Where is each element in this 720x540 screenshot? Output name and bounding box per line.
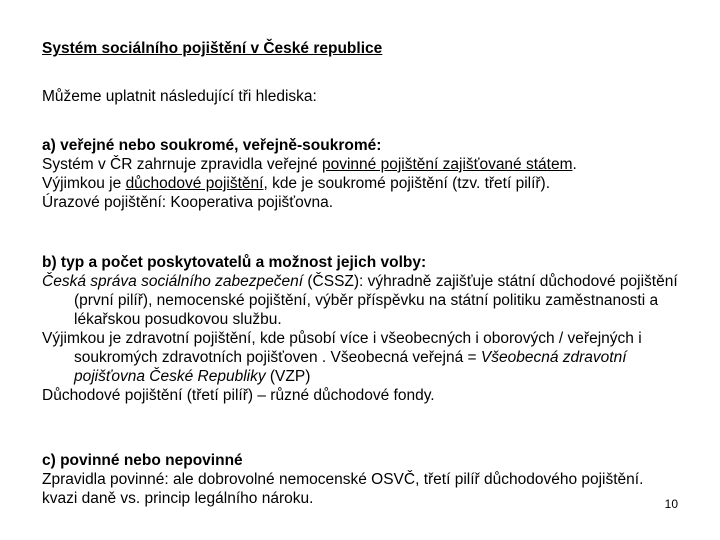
statutory-insurance-link: povinné pojištění zajišťované státem xyxy=(321,156,573,173)
section-c xyxy=(42,451,692,508)
section-a-line-1 xyxy=(42,155,692,174)
vzp-name: Všeobecná zdravotní pojišťovna České Republiky xyxy=(74,349,627,385)
section-b-paragraph-3: Důchodové pojištění (třetí pilíř) – různé důchodové fondy. xyxy=(42,387,435,404)
text-span: Systém v ČR zahrnuje zpravidla veřejné xyxy=(42,156,322,173)
text-span: Výjimkou je xyxy=(42,175,126,192)
intro-text: Můžeme uplatnit následující tři hlediska: xyxy=(42,88,317,105)
section-a-heading: a) veřejné nebo soukromé, veřejně-soukromé: xyxy=(42,137,382,154)
section-c-paragraph-2: kvazi daně vs. princip legálního nároku. xyxy=(42,490,314,507)
section-c-paragraph-1: Zpravidla povinné: ale dobrovolné nemocenské OSVČ, třetí pilíř důchodového pojištění. xyxy=(42,471,644,488)
text-span: Výjimkou je zdravotní pojištění, kde působí více i všeobecných i oborových / veřejných i soukromých zdravotních pojišťoven . Všeobecná veřejná = xyxy=(42,330,642,366)
text-span: (VZP) xyxy=(265,368,311,385)
section-b-paragraph-1 xyxy=(42,272,692,329)
page-number: 10 xyxy=(664,497,678,511)
section-a-line-2 xyxy=(42,174,692,193)
cssz-name: Česká správa sociálního zabezpečení xyxy=(42,273,304,290)
section-b-heading: b) typ a počet poskytovatelů a možnost jejich volby: xyxy=(42,254,427,271)
section-a-line-3: Úrazové pojištění: Kooperativa pojišťovna. xyxy=(42,194,334,211)
text-span: (ČSSZ): výhradně zajišťuje státní důchodové pojištění (první pilíř), nemocenské pojištění, výběr příspěvku na státní politiku zaměstnanosti a lékařskou posudkovou službu. xyxy=(74,273,678,328)
section-b xyxy=(42,253,692,405)
text-span: . xyxy=(572,156,577,173)
section-b-paragraph-2 xyxy=(42,329,692,386)
section-a xyxy=(42,136,692,212)
text-span: , kde je soukromé pojištění (tzv. třetí pilíř). xyxy=(263,175,551,192)
slide-title: Systém sociálního pojištění v České republice xyxy=(42,40,383,57)
pension-insurance-link: důchodové pojištění xyxy=(125,175,264,192)
section-c-heading: c) povinné nebo nepovinné xyxy=(42,452,243,469)
